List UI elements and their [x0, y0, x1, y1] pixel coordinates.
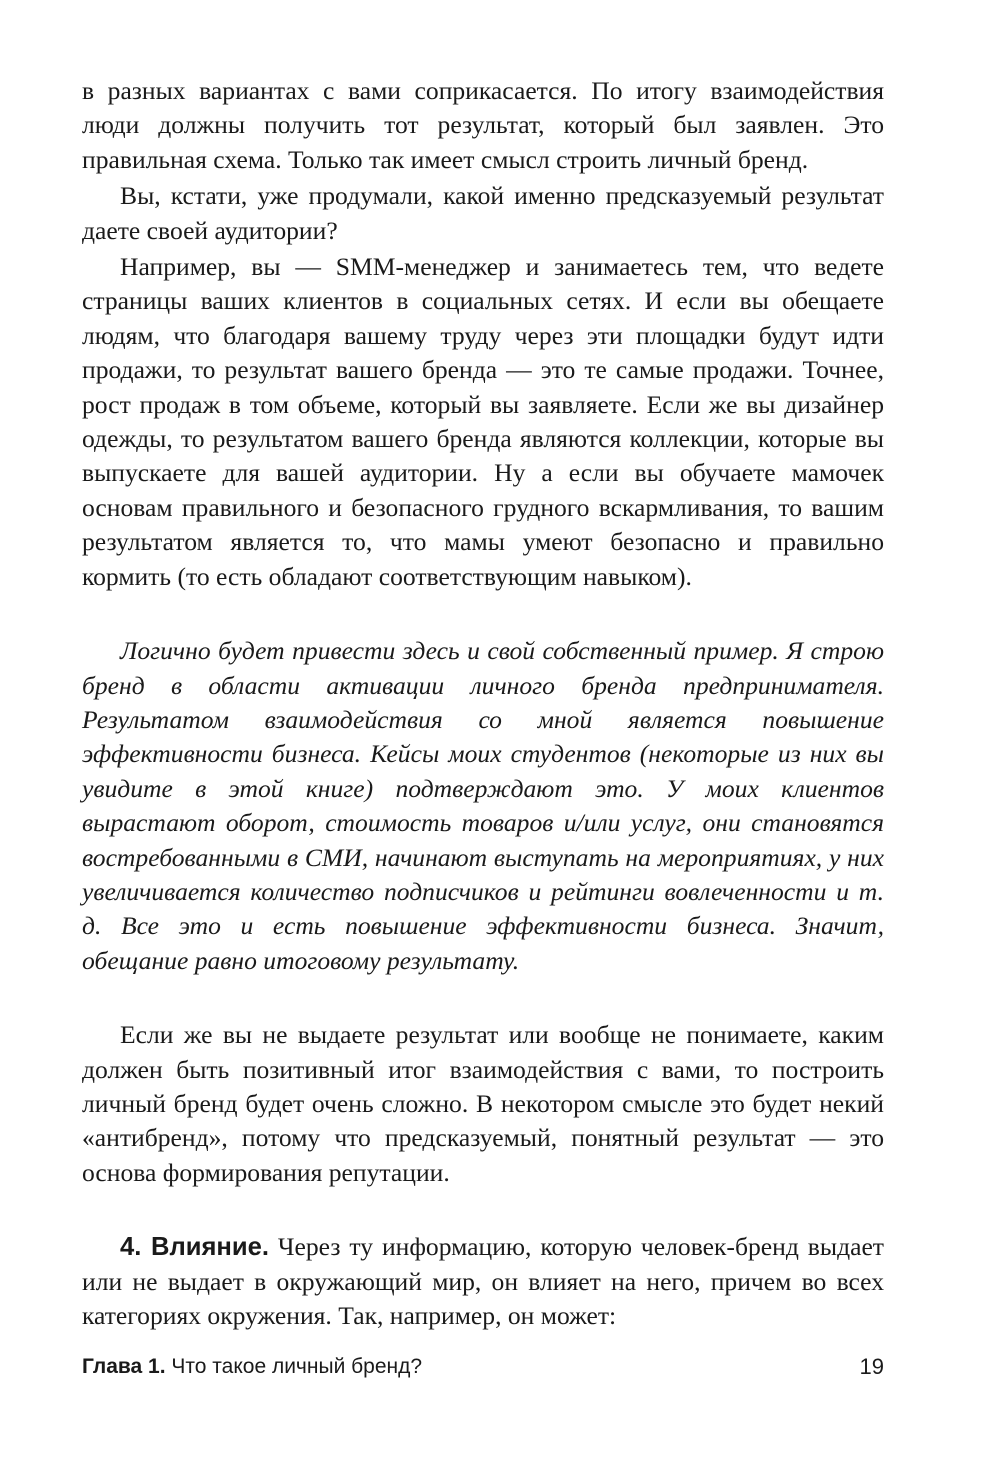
paragraph-author-example: Логично будет привести здесь и свой собственный пример. Я строю бренд в области активации личного бренда предпринимателя. Результатом взаимодействия со мной является повышение эффективности бизнеса. Кейсы моих студентов (некоторые из них вы увидите в этой книге) подтверждают это. У моих клиентов вырастают оборот, стоимость товаров и/или услуг, они становятся востребованными в СМИ, начинают выступать на мероприятиях, у них увеличивается количество подписчиков и рейтинги вовлеченности и т. д. Все это и есть повышение эффективности бизнеса. Значит, обещание равно итоговому результату.: [82, 636, 884, 975]
paragraph-influence: [82, 1230, 884, 1333]
page-footer: [82, 1352, 884, 1382]
page-body: [82, 74, 884, 1333]
paragraph-antibrand: Если же вы не выдаете результат или вообще не понимаете, каким должен быть позитивный итог взаимодействия с вами, то построить личный бренд будет очень сложно. В некотором смысле это будет некий «антибренд», потому что предсказуемый, понятный результат — это основа формирования репутации.: [82, 1020, 884, 1187]
section-heading-influence: 4. Влияние.: [120, 1233, 269, 1262]
page-number: 19: [859, 1354, 884, 1379]
paragraph-question: Вы, кстати, уже продумали, какой именно предсказуемый результат даете своей аудитории?: [82, 181, 884, 245]
paragraph-intro-continuation: в разных вариантах с вами соприкасается. По итогу взаимодействия люди должны получить тот результат, который был заявлен. Это правильная схема. Только так имеет смысл строить личный бренд.: [82, 76, 884, 174]
running-header-chapter-title: Что такое личный бренд?: [165, 1355, 423, 1378]
paragraph-examples: Например, вы — SMM-менеджер и занимаетесь тем, что ведете страницы ваших клиентов в социальных сетях. И если вы обещаете людям, что благодаря вашему труду через эти площадки будут идти продажи, то результат вашего бренда — это те самые продажи. Точнее, рост продаж в том объеме, который вы заявляете. Если же вы дизайнер одежды, то результатом вашего бренда являются коллекции, которые вы выпускаете для вашей аудитории. Ну а если вы обучаете мамочек основам правильного и безопасного грудного вскармливания, то вашим результатом является то, что мамы умеют безопасно и правильно кормить (то есть обладают соответствующим навыком).: [82, 252, 884, 591]
paragraph-influence-text: Через ту информацию, которую человек-бренд выдает или не выдает в окружающий мир, он влияет на него, причем во всех категориях окружения. Так, например, он может:: [82, 1232, 884, 1330]
running-header-chapter-label: Глава 1.: [82, 1355, 166, 1378]
